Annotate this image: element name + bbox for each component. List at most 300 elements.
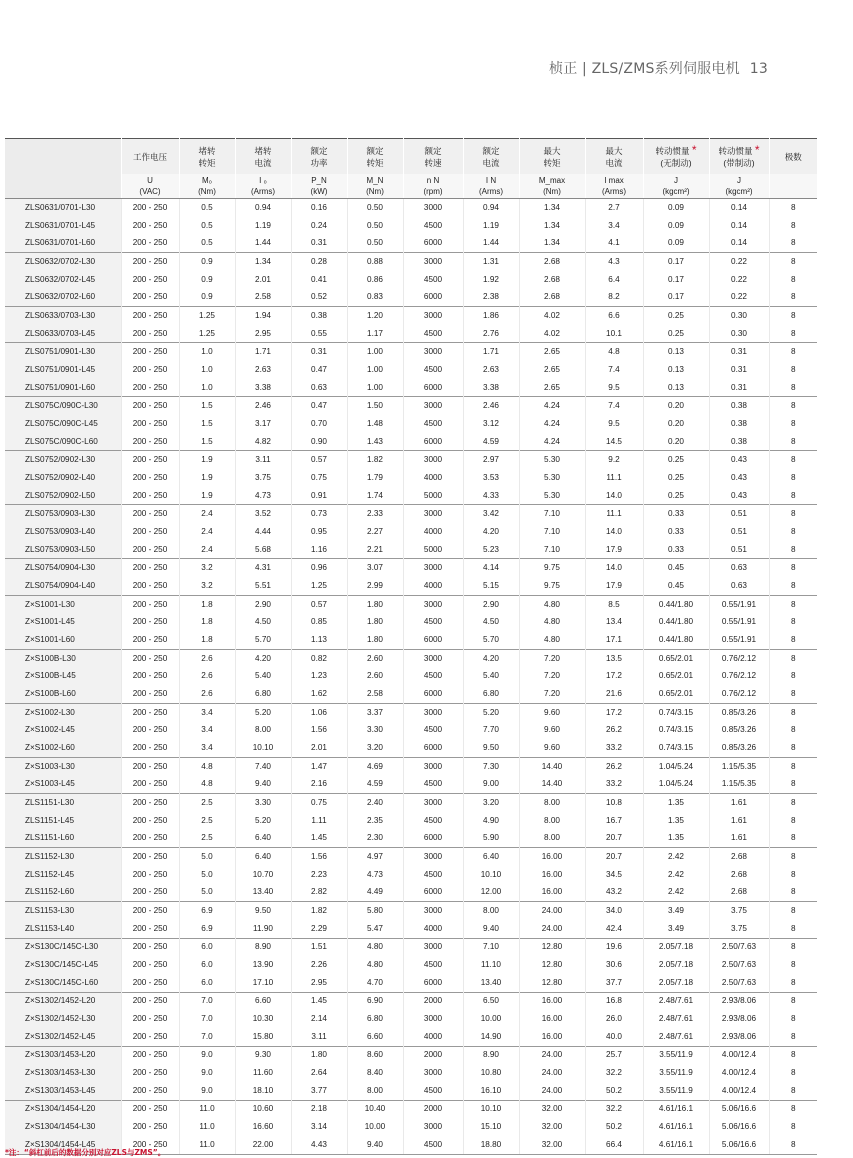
model-cell: ZLS0752/0902-L40 [5,469,121,487]
value-cell: 6.40 [235,848,291,866]
value-cell: 200 - 250 [121,776,179,794]
footnote: *注：“斜杠前后的数据分别对应ZLS与ZMS”。 [5,1148,166,1157]
value-cell: 2.21 [347,541,403,559]
model-cell: ZLS0632/0702-L60 [5,288,121,306]
value-cell: 12.00 [463,884,519,902]
value-cell: 18.10 [235,1082,291,1100]
value-cell: 200 - 250 [121,703,179,721]
value-cell: 0.33 [643,523,709,541]
column-header-8 [519,139,585,175]
value-cell: 1.44 [463,234,519,252]
table-row [5,884,817,902]
value-cell: 3.75 [709,902,769,920]
value-cell: 4.73 [235,487,291,505]
value-cell: 2.64 [291,1064,347,1082]
value-cell: 3.14 [291,1118,347,1136]
model-cell: Z×S100B-L45 [5,667,121,685]
value-cell: 14.5 [585,433,643,451]
value-cell: 8 [769,631,817,649]
model-cell: ZLS075C/090C-L30 [5,397,121,415]
column-header-9 [585,139,643,175]
value-cell: 5.20 [235,812,291,830]
motor-spec-table-container [5,138,802,1155]
column-unit-11 [709,174,769,199]
value-cell: 7.20 [519,649,585,667]
value-cell: 0.76/2.12 [709,649,769,667]
column-symbol: U [147,176,153,185]
value-cell: 2.6 [179,685,235,703]
column-unit-6 [403,174,463,199]
value-cell: 9.0 [179,1064,235,1082]
value-cell: 1.71 [235,343,291,361]
value-cell: 8 [769,1028,817,1046]
value-cell: 0.38 [291,307,347,325]
value-cell: 0.95 [291,523,347,541]
value-cell: 0.73 [291,505,347,523]
table-row [5,577,817,595]
value-cell: 10.60 [235,1100,291,1118]
value-cell: 4.00/12.4 [709,1046,769,1064]
value-cell: 1.16 [291,541,347,559]
value-cell: 2.42 [643,848,709,866]
value-cell: 6000 [403,739,463,757]
value-cell: 0.94 [463,199,519,217]
value-cell: 200 - 250 [121,920,179,938]
value-cell: 7.20 [519,685,585,703]
value-cell: 14.0 [585,559,643,577]
value-cell: 24.00 [519,1064,585,1082]
value-cell: 8 [769,739,817,757]
value-cell: 6000 [403,974,463,992]
value-cell: 0.47 [291,397,347,415]
value-cell: 5.70 [463,631,519,649]
value-cell: 8.90 [463,1046,519,1064]
value-cell: 16.00 [519,1010,585,1028]
value-cell: 1.61 [709,794,769,812]
value-cell: 3.2 [179,559,235,577]
value-cell: 4.69 [347,757,403,775]
value-cell: 6.90 [347,992,403,1010]
value-cell: 6.0 [179,956,235,974]
value-cell: 0.94 [235,199,291,217]
value-cell: 2.68 [709,884,769,902]
value-cell: 6000 [403,234,463,252]
column-label-line2: 转矩 [543,157,561,168]
value-cell: 16.60 [235,1118,291,1136]
value-cell: 7.10 [519,505,585,523]
table-row [5,848,817,866]
value-cell: 4.8 [179,757,235,775]
value-cell: 3.37 [347,703,403,721]
value-cell: 8 [769,288,817,306]
value-cell: 32.00 [519,1118,585,1136]
value-cell: 17.10 [235,974,291,992]
value-cell: 1.50 [347,397,403,415]
value-cell: 1.8 [179,613,235,631]
value-cell: 0.22 [709,288,769,306]
value-cell: 4.24 [519,433,585,451]
value-cell: 1.8 [179,595,235,613]
value-cell: 16.10 [463,1082,519,1100]
column-label-line2: 电流 [605,157,623,168]
value-cell: 4.02 [519,307,585,325]
value-cell: 2.5 [179,794,235,812]
model-cell: ZLS0751/0901-L60 [5,379,121,397]
column-unit: (kW) [310,187,328,196]
value-cell: 17.1 [585,631,643,649]
value-cell: 0.20 [643,433,709,451]
value-cell: 0.57 [291,595,347,613]
value-cell: 1.31 [463,253,519,271]
value-cell: 3.55/11.9 [643,1082,709,1100]
value-cell: 1.45 [291,992,347,1010]
value-cell: 1.86 [463,307,519,325]
value-cell: 0.20 [643,397,709,415]
value-cell: 8 [769,433,817,451]
value-cell: 14.40 [519,757,585,775]
value-cell: 4500 [403,866,463,884]
value-cell: 200 - 250 [121,739,179,757]
value-cell: 4.1 [585,234,643,252]
value-cell: 0.85/3.26 [709,721,769,739]
table-row [5,559,817,577]
value-cell: 14.0 [585,487,643,505]
value-cell: 2.60 [347,667,403,685]
value-cell: 1.94 [235,307,291,325]
value-cell: 9.60 [519,739,585,757]
value-cell: 0.31 [291,343,347,361]
value-cell: 0.09 [643,234,709,252]
value-cell: 0.22 [709,253,769,271]
column-header-2 [179,139,235,175]
value-cell: 200 - 250 [121,343,179,361]
value-cell: 9.5 [585,379,643,397]
value-cell: 3.75 [235,469,291,487]
column-unit-7 [463,174,519,199]
value-cell: 8 [769,613,817,631]
value-cell: 0.20 [643,415,709,433]
value-cell: 2.68 [519,288,585,306]
value-cell: 0.50 [347,199,403,217]
value-cell: 2000 [403,1100,463,1118]
value-cell: 1.62 [291,685,347,703]
value-cell: 1.11 [291,812,347,830]
model-cell: Z×S1303/1453-L30 [5,1064,121,1082]
table-row [5,703,817,721]
value-cell: 2.42 [643,866,709,884]
value-cell: 0.30 [709,325,769,343]
value-cell: 5.51 [235,577,291,595]
table-row [5,271,817,289]
value-cell: 1.25 [179,307,235,325]
value-cell: 0.43 [709,487,769,505]
value-cell: 2.05/7.18 [643,956,709,974]
value-cell: 2.48/7.61 [643,1010,709,1028]
value-cell: 1.00 [347,343,403,361]
column-label-line1: 额定 [310,145,328,156]
value-cell: 9.60 [519,703,585,721]
asterisk-marker: * [754,143,760,157]
value-cell: 2.95 [291,974,347,992]
value-cell: 4.00/12.4 [709,1082,769,1100]
value-cell: 0.57 [291,451,347,469]
column-label-line2: 转速 [424,157,442,168]
column-label-line1: 额定 [482,145,500,156]
table-row [5,307,817,325]
value-cell: 4.97 [347,848,403,866]
value-cell: 1.34 [519,234,585,252]
value-cell: 8 [769,415,817,433]
value-cell: 12.80 [519,938,585,956]
model-cell: Z×S1002-L30 [5,703,121,721]
column-label-line1: 极数 [784,151,802,162]
value-cell: 2.82 [291,884,347,902]
value-cell: 6.60 [235,992,291,1010]
value-cell: 12.80 [519,956,585,974]
value-cell: 0.13 [643,361,709,379]
column-symbol: J [737,176,741,185]
value-cell: 4.20 [463,523,519,541]
value-cell: 1.80 [347,595,403,613]
value-cell: 66.4 [585,1136,643,1154]
value-cell: 0.43 [709,469,769,487]
value-cell: 3.30 [235,794,291,812]
value-cell: 1.44 [235,234,291,252]
value-cell: 8 [769,1082,817,1100]
value-cell: 4500 [403,361,463,379]
value-cell: 0.88 [347,253,403,271]
value-cell: 3.20 [463,794,519,812]
value-cell: 2.7 [585,199,643,217]
value-cell: 9.00 [463,776,519,794]
value-cell: 200 - 250 [121,217,179,235]
value-cell: 9.0 [179,1046,235,1064]
value-cell: 3.4 [585,217,643,235]
model-cell: ZLS1151-L60 [5,830,121,848]
model-cell: ZLS0753/0903-L50 [5,541,121,559]
value-cell: 2.50/7.63 [709,956,769,974]
value-cell: 4.73 [347,866,403,884]
value-cell: 0.63 [291,379,347,397]
value-cell: 2.18 [291,1100,347,1118]
table-row [5,1118,817,1136]
value-cell: 200 - 250 [121,523,179,541]
value-cell: 3.55/11.9 [643,1046,709,1064]
value-cell: 200 - 250 [121,956,179,974]
value-cell: 9.30 [235,1046,291,1064]
model-cell: ZLS0752/0902-L50 [5,487,121,505]
value-cell: 8.00 [347,1082,403,1100]
column-symbol: I N [485,176,497,185]
value-cell: 0.74/3.15 [643,721,709,739]
value-cell: 9.50 [463,739,519,757]
value-cell: 200 - 250 [121,361,179,379]
value-cell: 3.12 [463,415,519,433]
value-cell: 1.0 [179,361,235,379]
value-cell: 4500 [403,271,463,289]
value-cell: 4.31 [235,559,291,577]
value-cell: 0.31 [709,379,769,397]
value-cell: 4500 [403,721,463,739]
value-cell: 6.80 [463,685,519,703]
value-cell: 3000 [403,199,463,217]
value-cell: 8 [769,1100,817,1118]
value-cell: 6000 [403,288,463,306]
value-cell: 10.40 [347,1100,403,1118]
value-cell: 3.49 [643,920,709,938]
value-cell: 5.40 [235,667,291,685]
value-cell: 8 [769,577,817,595]
value-cell: 19.6 [585,938,643,956]
value-cell: 33.2 [585,776,643,794]
value-cell: 8.2 [585,288,643,306]
value-cell: 200 - 250 [121,992,179,1010]
column-unit-8 [519,174,585,199]
value-cell: 0.86 [347,271,403,289]
value-cell: 8 [769,199,817,217]
value-cell: 6.4 [585,271,643,289]
value-cell: 11.0 [179,1136,235,1154]
value-cell: 3000 [403,938,463,956]
column-symbol: n N [426,176,440,185]
value-cell: 0.45 [643,559,709,577]
value-cell: 200 - 250 [121,866,179,884]
value-cell: 3.77 [291,1082,347,1100]
table-row [5,343,817,361]
table-row [5,451,817,469]
value-cell: 5.47 [347,920,403,938]
column-header-7 [463,139,519,175]
column-unit-10 [643,174,709,199]
value-cell: 1.04/5.24 [643,757,709,775]
value-cell: 0.75 [291,469,347,487]
value-cell: 8.90 [235,938,291,956]
value-cell: 0.38 [709,397,769,415]
model-cell: ZLS1153-L30 [5,902,121,920]
value-cell: 2.65 [519,379,585,397]
value-cell: 0.25 [643,469,709,487]
table-row [5,415,817,433]
value-cell: 13.40 [463,974,519,992]
value-cell: 5.23 [463,541,519,559]
model-cell: Z×S100B-L30 [5,649,121,667]
value-cell: 2.65 [519,343,585,361]
value-cell: 0.22 [709,271,769,289]
value-cell: 7.0 [179,992,235,1010]
value-cell: 200 - 250 [121,667,179,685]
value-cell: 26.2 [585,757,643,775]
model-cell: ZLS0632/0702-L45 [5,271,121,289]
table-row [5,956,817,974]
column-header-10 [643,139,709,175]
value-cell: 1.13 [291,631,347,649]
value-cell: 4.80 [519,631,585,649]
column-label-line1: 转动惯量 [718,146,753,156]
value-cell: 4000 [403,1028,463,1046]
value-cell: 1.80 [291,1046,347,1064]
value-cell: 4.50 [463,613,519,631]
table-row [5,920,817,938]
column-symbol: I max [604,176,624,185]
value-cell: 8 [769,361,817,379]
value-cell: 4.80 [519,613,585,631]
value-cell: 1.9 [179,451,235,469]
table-row [5,830,817,848]
value-cell: 43.2 [585,884,643,902]
value-cell: 3.53 [463,469,519,487]
value-cell: 2.68 [709,848,769,866]
value-cell: 32.00 [519,1136,585,1154]
value-cell: 8 [769,505,817,523]
value-cell: 5000 [403,487,463,505]
column-unit: (Nm) [543,187,561,196]
value-cell: 2.50/7.63 [709,938,769,956]
value-cell: 200 - 250 [121,721,179,739]
value-cell: 3000 [403,1118,463,1136]
table-row [5,1100,817,1118]
value-cell: 5.40 [463,667,519,685]
value-cell: 2.50/7.63 [709,974,769,992]
value-cell: 4.61/16.1 [643,1118,709,1136]
model-cell: Z×S100B-L60 [5,685,121,703]
value-cell: 0.17 [643,253,709,271]
value-cell: 6.0 [179,938,235,956]
value-cell: 40.0 [585,1028,643,1046]
column-unit: (Nm) [366,187,384,196]
value-cell: 1.92 [463,271,519,289]
value-cell: 6000 [403,379,463,397]
model-cell: Z×S130C/145C-L30 [5,938,121,956]
value-cell: 3.4 [179,721,235,739]
value-cell: 1.06 [291,703,347,721]
value-cell: 200 - 250 [121,307,179,325]
value-cell: 32.2 [585,1100,643,1118]
value-cell: 0.5 [179,199,235,217]
value-cell: 16.00 [519,866,585,884]
value-cell: 1.34 [235,253,291,271]
table-row [5,361,817,379]
value-cell: 5.15 [463,577,519,595]
value-cell: 5.06/16.6 [709,1136,769,1154]
column-symbol: J [674,176,678,185]
value-cell: 7.4 [585,361,643,379]
value-cell: 30.6 [585,956,643,974]
value-cell: 200 - 250 [121,794,179,812]
value-cell: 4.50 [235,613,291,631]
value-cell: 4.00/12.4 [709,1064,769,1082]
model-cell: Z×S130C/145C-L45 [5,956,121,974]
column-label-line2: (带制动) [723,158,755,168]
value-cell: 200 - 250 [121,559,179,577]
table-row [5,217,817,235]
value-cell: 6000 [403,884,463,902]
value-cell: 5.06/16.6 [709,1118,769,1136]
column-label-line1: 额定 [424,145,442,156]
value-cell: 13.5 [585,649,643,667]
value-cell: 3.30 [347,721,403,739]
value-cell: 11.1 [585,505,643,523]
value-cell: 24.00 [519,1082,585,1100]
value-cell: 4500 [403,217,463,235]
value-cell: 4.82 [235,433,291,451]
value-cell: 8.00 [463,902,519,920]
value-cell: 32.2 [585,1064,643,1082]
value-cell: 4.14 [463,559,519,577]
table-row [5,667,817,685]
value-cell: 200 - 250 [121,1100,179,1118]
value-cell: 200 - 250 [121,1046,179,1064]
column-label-line2: 电流 [254,157,272,168]
